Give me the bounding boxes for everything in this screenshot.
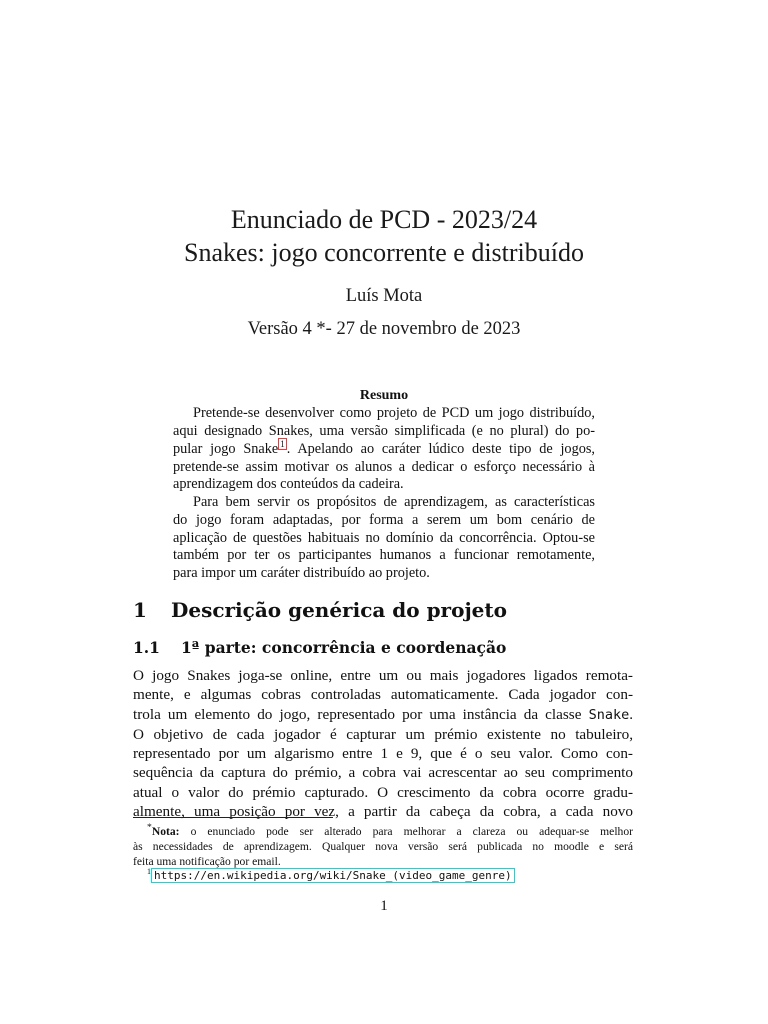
abstract-line: do jogo foram adaptadas, por forma a serem um bom cenário de bbox=[173, 512, 595, 528]
footnote-line: às necessidades de aprendizagem. Qualquer nova versão será publicada no moodle e será bbox=[133, 839, 633, 853]
abstract-line: aqui designado Snakes, uma versão simplificada (e no plural) do po- bbox=[173, 423, 595, 439]
footnote-line bbox=[133, 820, 633, 839]
footnote-link-1[interactable]: 1 bbox=[280, 439, 285, 450]
footnote-separator bbox=[133, 817, 333, 818]
title-line-2: Snakes: jogo concorrente e distribuído bbox=[183, 238, 585, 267]
subsection-title: 1ª parte: concorrência e coordenação bbox=[181, 638, 507, 657]
body-line: O objetivo de cada jogador é capturar um prémio existente no tabuleiro, bbox=[133, 725, 633, 743]
body-paragraph bbox=[133, 666, 633, 821]
subsection-heading bbox=[133, 638, 506, 657]
abstract-text: . Apelando ao caráter lúdico deste tipo de jogos, bbox=[286, 441, 595, 457]
version-date: Versão 4 *- 27 de novembro de 2023 bbox=[247, 319, 521, 339]
body-line: mente, e algumas cobras controladas automaticamente. Cada jogador con- bbox=[133, 686, 633, 704]
body-line-with-code: trola um elemento do jogo, representado por uma instância da classe Snake. bbox=[133, 705, 633, 723]
subsection-number: 1.1 bbox=[133, 638, 160, 657]
page-number: 1 bbox=[380, 898, 388, 914]
abstract-line: pretende-se assim motivar os alunos a dedicar o esforço necessário à bbox=[173, 459, 595, 475]
section-heading bbox=[133, 598, 507, 622]
footnote-line: feita uma notificação por email. bbox=[133, 854, 281, 868]
footnote-line bbox=[133, 869, 515, 882]
section-number: 1 bbox=[133, 598, 147, 622]
abstract-line-with-footnote bbox=[173, 441, 595, 459]
footnote-url-link[interactable]: https://en.wikipedia.org/wiki/Snake_(video_game_genre) bbox=[151, 868, 515, 883]
body-line: O jogo Snakes joga-se online, entre um ou mais jogadores ligados remota- bbox=[133, 667, 633, 684]
body-text: trola um elemento do jogo, representado por uma instância da classe bbox=[133, 705, 589, 723]
abstract-text: pular jogo Snake bbox=[173, 441, 279, 457]
abstract-line: Pretende-se desenvolver como projeto de PCD um jogo distribuído, bbox=[193, 405, 595, 421]
abstract-heading: Resumo bbox=[359, 388, 409, 403]
code-class-name: Snake bbox=[588, 706, 630, 723]
body-line: representado por um algarismo entre 1 e 9, que é o seu valor. Como con- bbox=[133, 745, 633, 763]
body-line: atual o valor do prémio capturado. O crescimento da cobra ocorre gradu- bbox=[133, 783, 633, 801]
body-line: almente, uma posição por vez, a partir da cabeça da cobra, a cada novo bbox=[133, 803, 633, 821]
footnote-1 bbox=[133, 864, 633, 883]
footnote-mark: * bbox=[147, 822, 152, 833]
title-line-1: Enunciado de PCD - 2023/24 bbox=[230, 205, 538, 234]
footnote-mark: 1 bbox=[147, 867, 151, 876]
abstract-line: aplicação de questões habituais no domínio da concorrência. Optou-se bbox=[173, 530, 595, 546]
abstract-line: Para bem servir os propósitos de aprendizagem, as características bbox=[193, 494, 595, 510]
abstract-line: aprendizagem dos conteúdos da cadeira. bbox=[173, 476, 404, 492]
footnote-text: o enunciado pode ser alterado para melhorar a clareza ou adequar-se melhor bbox=[179, 824, 633, 838]
abstract-line: também por ter os participantes humanos a funcionar remotamente, bbox=[173, 547, 595, 563]
footnote-star bbox=[133, 820, 633, 869]
author: Luís Mota bbox=[345, 286, 423, 306]
section-title: Descrição genérica do projeto bbox=[171, 598, 507, 622]
footnote-label: Nota: bbox=[151, 824, 180, 838]
body-line: sequência da captura do prémio, a cobra vai acrescentar ao seu comprimento bbox=[133, 764, 633, 782]
abstract-line: para impor um caráter distribuído ao projeto. bbox=[173, 565, 430, 581]
